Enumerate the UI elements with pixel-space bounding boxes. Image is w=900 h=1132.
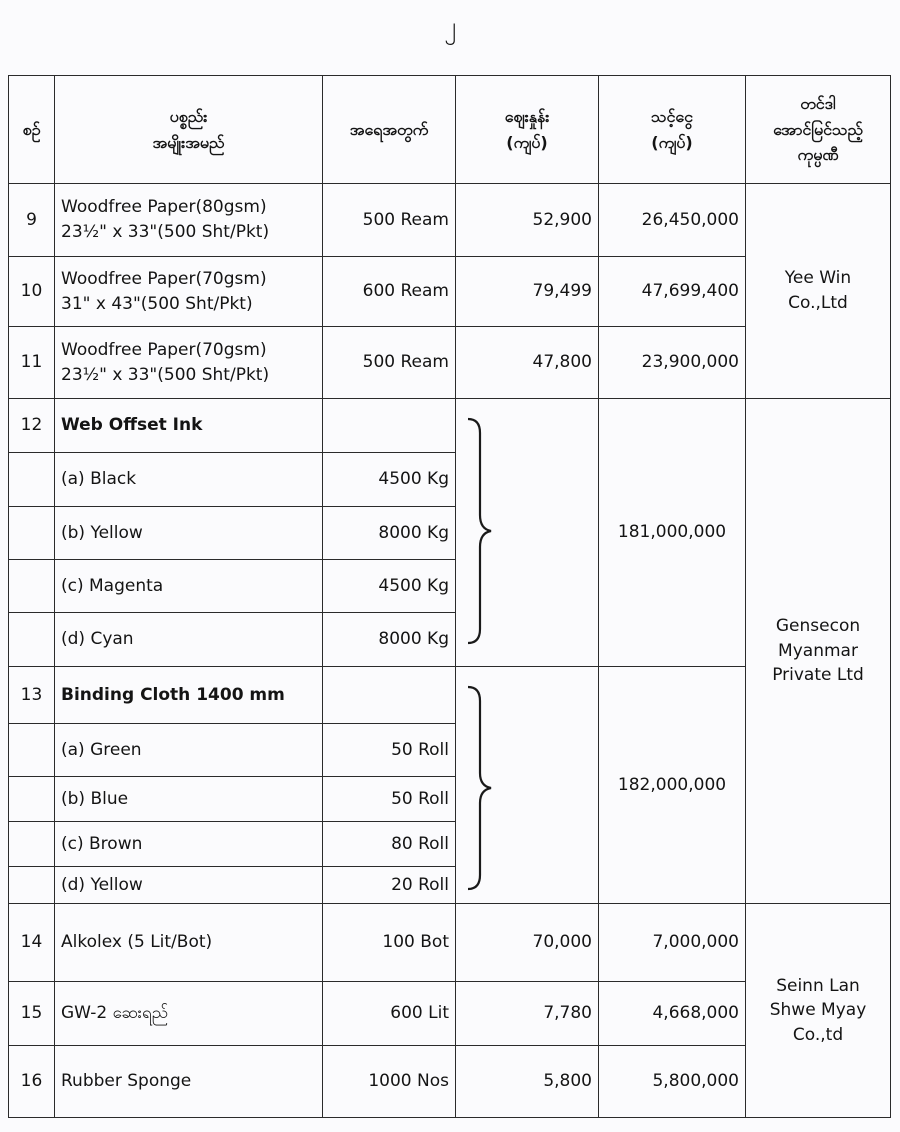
row-price: 47,800 <box>456 327 599 399</box>
row-qty-empty <box>323 667 456 724</box>
sub-item: (d) Yellow <box>55 867 323 904</box>
row-qty: 1000 Nos <box>323 1046 456 1118</box>
supplier-line: Myanmar <box>778 640 858 661</box>
header-item: ပစ္စည်း အမျိုးအမည် <box>55 76 323 184</box>
header-total: သင့်ငွေ (ကျပ်) <box>599 76 746 184</box>
row-no-empty <box>9 453 55 507</box>
row-item: GW-2 ဆေးရည် <box>55 982 323 1046</box>
header-no: စဉ် <box>9 76 55 184</box>
row-item <box>55 257 323 327</box>
supplier-line: Gensecon <box>775 616 861 637</box>
group-title: Web Offset Ink <box>55 399 323 453</box>
table-row <box>9 184 891 257</box>
sub-qty: 8000 Kg <box>323 613 456 667</box>
sub-item: (b) Blue <box>55 777 323 822</box>
brace-icon <box>464 417 494 645</box>
table-row <box>9 399 891 453</box>
sub-qty: 50 Roll <box>323 724 456 777</box>
row-no: 13 <box>9 667 55 724</box>
row-total: 5,800,000 <box>599 1046 746 1118</box>
row-no: 10 <box>9 257 55 327</box>
row-no: 14 <box>9 904 55 982</box>
brace-ink <box>456 399 599 667</box>
row-item: Rubber Sponge <box>55 1046 323 1118</box>
group-title: Binding Cloth 1400 mm <box>55 667 323 724</box>
row-price: 79,499 <box>456 257 599 327</box>
row-no-empty <box>9 777 55 822</box>
row-qty: 500 Ream <box>323 327 456 399</box>
sub-item: (c) Brown <box>55 822 323 867</box>
row-qty-empty <box>323 399 456 453</box>
supplier-line: Shwe Myay <box>769 1000 867 1021</box>
row-total: 23,900,000 <box>599 327 746 399</box>
sub-item: (a) Black <box>55 453 323 507</box>
item-size: 23½" x 33"(500 Sht/Pkt) <box>61 364 270 385</box>
supplier-line: Yee Win <box>784 268 852 289</box>
row-no: 11 <box>9 327 55 399</box>
row-item: Alkolex (5 Lit/Bot) <box>55 904 323 982</box>
brace-icon <box>464 685 494 891</box>
row-no-empty <box>9 724 55 777</box>
header-qty: အရေအတွက် <box>323 76 456 184</box>
row-qty: 600 Ream <box>323 257 456 327</box>
row-price: 52,900 <box>456 184 599 257</box>
supplier-yee-win <box>746 184 891 399</box>
row-total: 26,450,000 <box>599 184 746 257</box>
row-total: 47,699,400 <box>599 257 746 327</box>
row-total: 7,000,000 <box>599 904 746 982</box>
row-qty: 600 Lit <box>323 982 456 1046</box>
row-no-empty <box>9 560 55 613</box>
row-qty: 500 Ream <box>323 184 456 257</box>
row-item <box>55 184 323 257</box>
row-no: 15 <box>9 982 55 1046</box>
item-size: 31" x 43"(500 Sht/Pkt) <box>61 293 253 314</box>
row-no-empty <box>9 822 55 867</box>
page-number: ၂ <box>444 12 456 40</box>
row-no-empty <box>9 507 55 560</box>
procurement-table <box>8 75 891 1118</box>
row-no-empty <box>9 867 55 904</box>
row-price: 7,780 <box>456 982 599 1046</box>
row-item <box>55 327 323 399</box>
supplier-line: Co.,td <box>792 1024 844 1045</box>
item-name: Woodfree Paper(70gsm) <box>61 268 267 289</box>
item-name: Woodfree Paper(80gsm) <box>61 197 267 218</box>
row-total: 4,668,000 <box>599 982 746 1046</box>
supplier-gensecon <box>746 399 891 904</box>
header-row <box>9 76 891 184</box>
brace-cloth <box>456 667 599 904</box>
sub-qty: 4500 Kg <box>323 560 456 613</box>
row-no-empty <box>9 613 55 667</box>
header-price: ဈေးနှုန်း (ကျပ်) <box>456 76 599 184</box>
supplier-line: Seinn Lan <box>776 975 860 996</box>
item-name: Woodfree Paper(70gsm) <box>61 339 267 360</box>
item-size: 23½" x 33"(500 Sht/Pkt) <box>61 222 270 242</box>
sub-qty: 50 Roll <box>323 777 456 822</box>
table-row <box>9 904 891 982</box>
sub-item: (d) Cyan <box>55 613 323 667</box>
group-total: 182,000,000 <box>599 667 746 904</box>
sub-qty: 80 Roll <box>323 822 456 867</box>
group-total: 181,000,000 <box>599 399 746 667</box>
sub-qty: 4500 Kg <box>323 453 456 507</box>
sub-qty: 20 Roll <box>323 867 456 904</box>
row-no: 16 <box>9 1046 55 1118</box>
row-no: 9 <box>9 184 55 257</box>
header-supplier: တင်ဒါ အောင်မြင်သည့် ကုမ္ပဏီ <box>746 76 891 184</box>
row-price: 5,800 <box>456 1046 599 1118</box>
supplier-line: Co.,Ltd <box>788 293 848 313</box>
supplier-seinn-lan <box>746 904 891 1118</box>
supplier-line: Private Ltd <box>772 665 864 686</box>
row-no: 12 <box>9 399 55 453</box>
row-price: 70,000 <box>456 904 599 982</box>
sub-item: (c) Magenta <box>55 560 323 613</box>
sub-qty: 8000 Kg <box>323 507 456 560</box>
sub-item: (a) Green <box>55 724 323 777</box>
row-qty: 100 Bot <box>323 904 456 982</box>
sub-item: (b) Yellow <box>55 507 323 560</box>
